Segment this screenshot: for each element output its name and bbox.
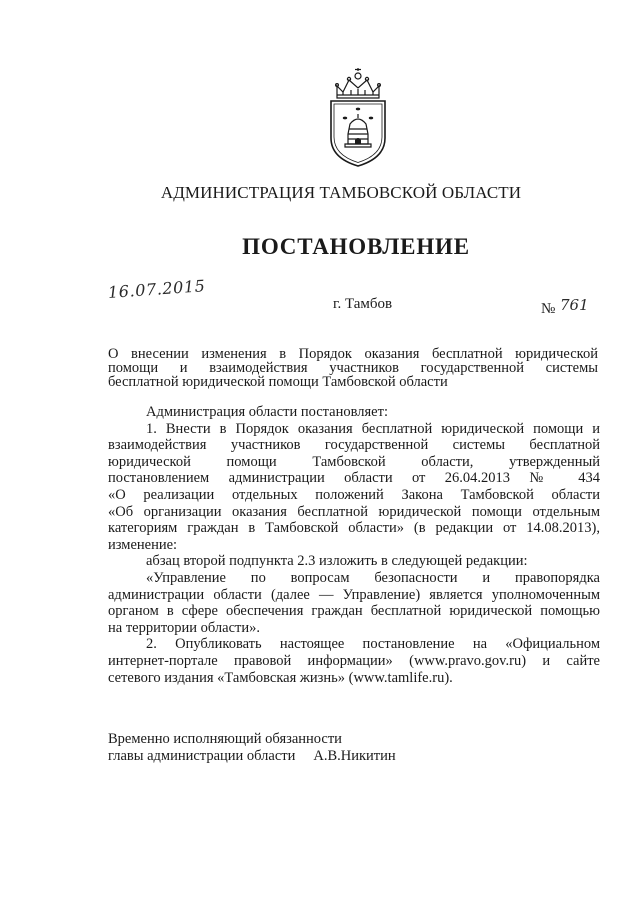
signatory-position: главы администрации области xyxy=(108,748,296,764)
body-line: на территории области». xyxy=(108,619,260,636)
signatory-position-line1: Временно исполняющий обязанности xyxy=(108,731,342,747)
subject-line: О внесении изменения в Порядок оказания бесплатной юридической xyxy=(108,346,598,362)
subject-line: помощи и взаимодействия участников государственной системы xyxy=(108,360,598,376)
number-sign: № xyxy=(541,301,556,317)
signature-block xyxy=(108,731,396,765)
body-line: «Управление по вопросам безопасности и правопорядка xyxy=(146,569,600,586)
body-line: изменение: xyxy=(108,536,178,553)
document-type-title: ПОСТАНОВЛЕНИЕ xyxy=(242,234,470,259)
city-label: г. Тамбов xyxy=(333,296,393,312)
body-line: взаимодействия участников государственной системы бесплатной xyxy=(108,437,600,454)
subject-line: бесплатной юридической помощи Тамбовской области xyxy=(108,374,448,390)
body-line: органом в сфере обеспечения граждан бесплатной юридической помощью xyxy=(108,603,600,620)
body-line: постановлением администрации области от 26.04.2013 № 434 xyxy=(108,470,600,487)
handwritten-number: 761 xyxy=(560,296,589,314)
organization-heading: АДМИНИСТРАЦИЯ ТАМБОВСКОЙ ОБЛАСТИ xyxy=(160,183,522,202)
signatory-name: А.В.Никитин xyxy=(313,748,396,764)
body-line: 2. Опубликовать настоящее постановление на «Официальном xyxy=(146,636,600,653)
tambov-coat-of-arms-icon xyxy=(323,68,393,168)
body-line: Администрация области постановляет: xyxy=(146,404,388,420)
body-line: «О реализации отдельных положений Закона Тамбовской области xyxy=(108,486,600,503)
body-line: абзац второй подпункта 2.3 изложить в следующей редакции: xyxy=(146,553,528,570)
document-body xyxy=(108,404,600,686)
body-line: юридической помощи Тамбовской области, утвержденный xyxy=(108,453,600,470)
body-line: интернет-портале правовой информации» (www.pravo.gov.ru) и сайте xyxy=(108,652,600,669)
signatory-position-line2 xyxy=(108,748,396,765)
body-line: сетевого издания «Тамбовская жизнь» (www.tamlife.ru). xyxy=(108,669,453,686)
subject-block xyxy=(108,347,598,389)
body-line: 1. Внести в Порядок оказания бесплатной юридической помощи и xyxy=(146,420,600,437)
body-line: категориям граждан в Тамбовской области» (в редакции от 14.08.2013), xyxy=(108,520,600,537)
handwritten-date: 16.07.2015 xyxy=(107,276,207,302)
body-line: администрации области (далее — Управление) является уполномоченным xyxy=(108,586,600,603)
body-line: «Об организации оказания бесплатной юридической помощи отдельным xyxy=(108,503,600,520)
